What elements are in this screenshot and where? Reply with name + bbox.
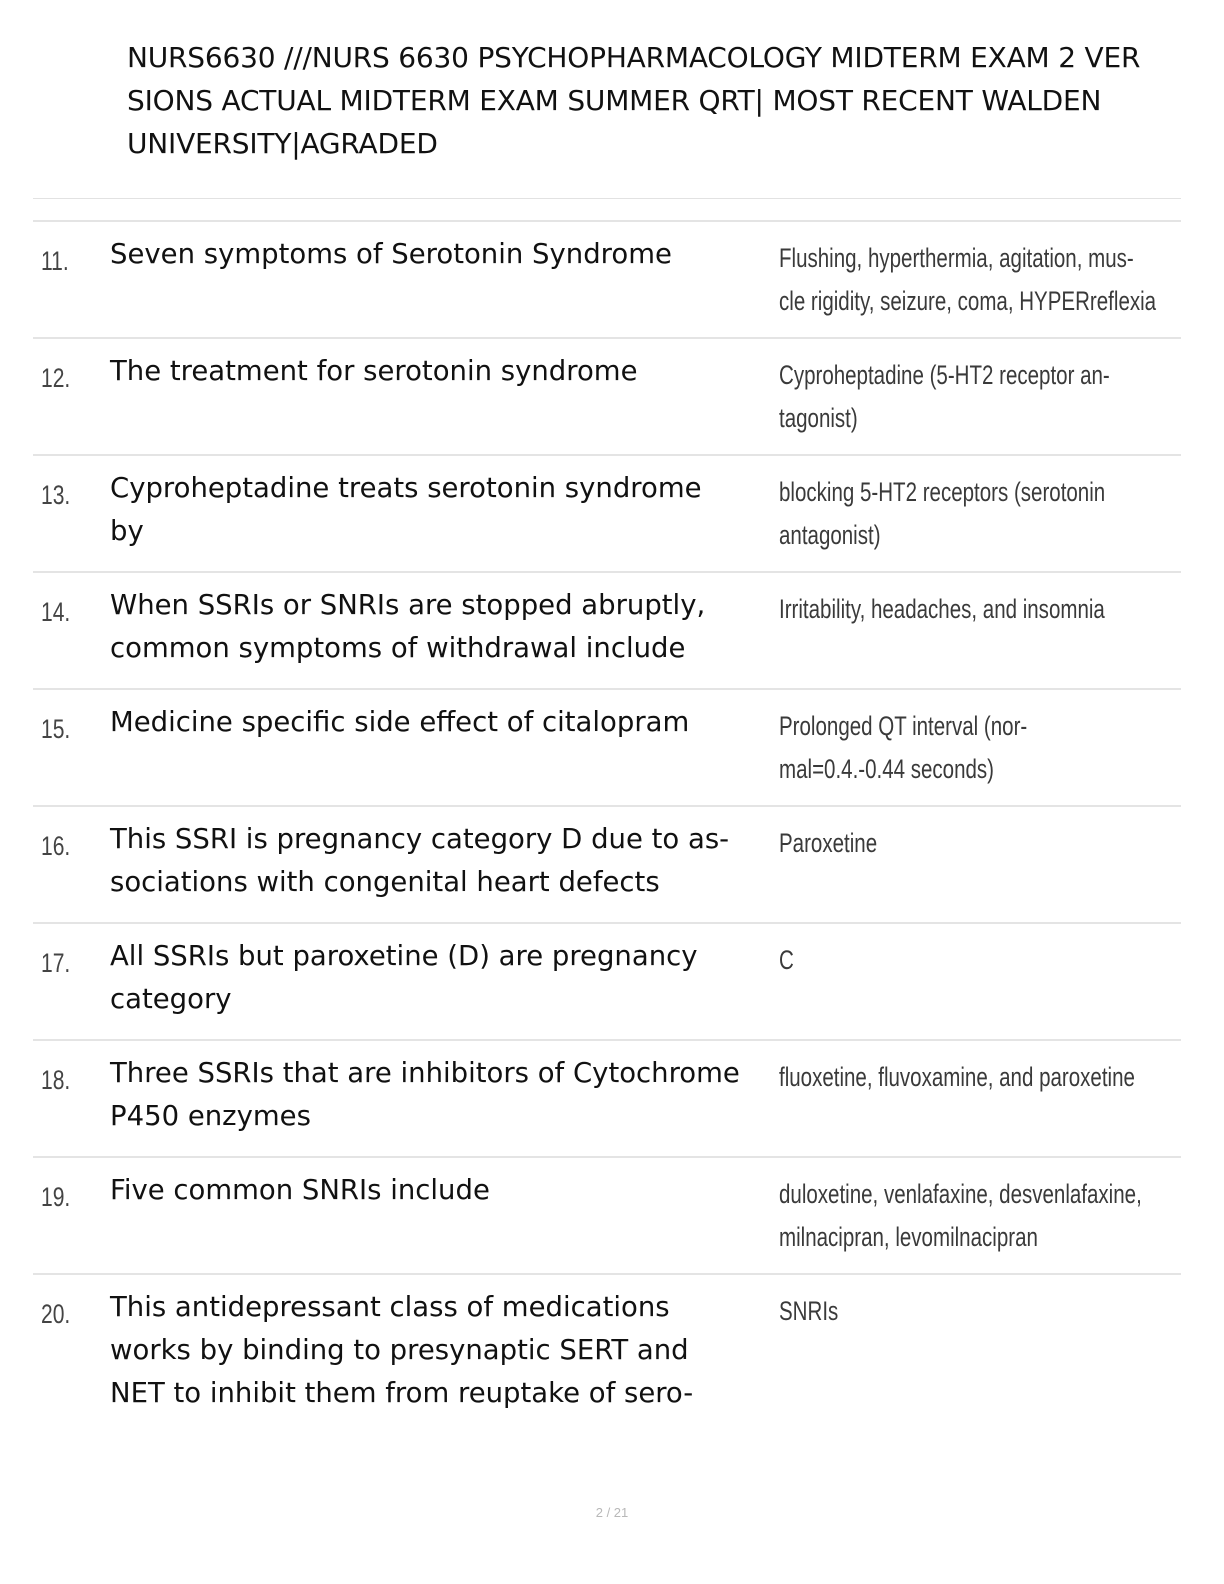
question-text [110,818,770,904]
answer-line: antagonist) [779,520,881,550]
item-number: 15. [41,714,71,744]
table-row [33,1158,1181,1275]
question-text [110,350,770,393]
question-line: P450 enzymes [110,1100,311,1132]
question-text [110,1169,770,1212]
table-row [33,222,1181,339]
answer-line: Flushing, hyperthermia, agitation, mus- [779,243,1134,273]
answer-text [779,354,1179,440]
answer-text [779,939,1179,982]
page-number: 2 / 21 [595,1505,629,1520]
answer-line: blocking 5-HT2 receptors (serotonin [779,477,1106,507]
answer-line: cle rigidity, seizure, coma, HYPERreflexia [779,286,1157,316]
title-line: SIONS ACTUAL MIDTERM EXAM SUMMER QRT| MOST RECENT WALDEN [127,84,1102,117]
question-line: NET to inhibit them from reuptake of sero- [110,1377,694,1409]
question-line: The treatment for serotonin syndrome [110,355,638,387]
question-line: Five common SNRIs include [110,1174,490,1206]
answer-line: Paroxetine [779,828,878,858]
question-text [110,467,770,553]
answer-line: SNRIs [779,1296,839,1326]
answer-text [779,822,1179,865]
answer-line: Irritability, headaches, and insomnia [779,594,1105,624]
answer-text [779,471,1179,557]
title-line: NURS6630 ///NURS 6630 PSYCHOPHARMACOLOGY MIDTERM EXAM 2 VER [127,41,1141,74]
question-line: Seven symptoms of Serotonin Syndrome [110,238,672,270]
table-row [33,573,1181,690]
question-line: works by binding to presynaptic SERT and [110,1334,689,1366]
answer-text [779,1056,1179,1099]
item-number: 16. [41,831,71,861]
answer-line: milnacipran, levomilnacipran [779,1222,1038,1252]
table-row [33,690,1181,807]
item-number: 20. [41,1299,71,1329]
answer-line: duloxetine, venlafaxine, desvenlafaxine, [779,1179,1142,1209]
item-number: 13. [41,480,71,510]
answer-line: Prolonged QT interval (nor- [779,711,1028,741]
table-row [33,1041,1181,1158]
answer-text [779,1290,1179,1333]
answer-line: mal=0.4.-0.44 seconds) [779,754,995,784]
question-line: sociations with congenital heart defects [110,866,660,898]
question-line: This antidepressant class of medications [110,1291,670,1323]
question-line: common symptoms of withdrawal include [110,632,686,664]
question-line: Medicine specific side effect of citalopram [110,706,690,738]
answer-text [779,588,1179,631]
question-line: category [110,983,232,1015]
answer-text [779,237,1179,323]
question-line: All SSRIs but paroxetine (D) are pregnancy [110,940,698,972]
question-line: This SSRI is pregnancy category D due to as- [110,823,730,855]
item-number: 12. [41,363,71,393]
question-text [110,701,770,744]
table-row [33,924,1181,1041]
question-text [110,1286,770,1415]
item-number: 18. [41,1065,71,1095]
question-line: Three SSRIs that are inhibitors of Cytochrome [110,1057,740,1089]
item-number: 11. [41,246,69,276]
question-line: by [110,515,144,547]
answer-text [779,1173,1179,1259]
table-row [33,456,1181,573]
question-line: Cyproheptadine treats serotonin syndrome [110,472,702,504]
item-number: 14. [41,597,71,627]
title-line: UNIVERSITY|AGRADED [127,127,438,160]
answer-text [779,705,1179,791]
question-text [110,1052,770,1138]
answer-line: Cyproheptadine (5-HT2 receptor an- [779,360,1110,390]
answer-line: fluoxetine, fluvoxamine, and paroxetine [779,1062,1135,1092]
table-row [33,1275,1181,1435]
header-divider [33,198,1181,199]
question-text [110,233,770,276]
document-title [127,36,1217,165]
flashcard-table [33,220,1181,1435]
item-number: 17. [41,948,71,978]
question-line: When SSRIs or SNRIs are stopped abruptly, [110,589,706,621]
table-row [33,807,1181,924]
item-number: 19. [41,1182,71,1212]
question-text [110,584,770,670]
question-text [110,935,770,1021]
answer-line: tagonist) [779,403,858,433]
answer-line: C [779,945,794,975]
table-row [33,339,1181,456]
